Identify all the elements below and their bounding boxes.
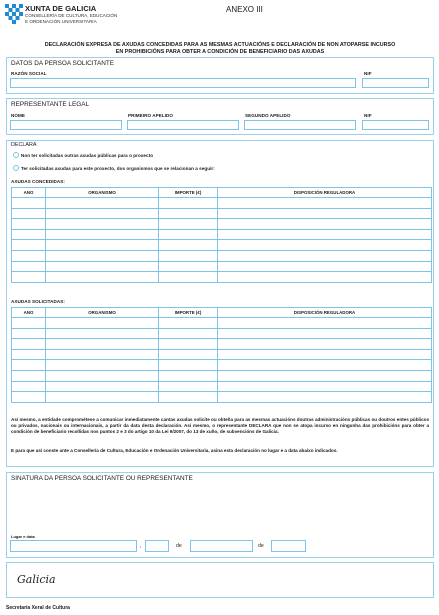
galicia-logo: [17, 570, 56, 588]
applicant-nif-label: NIF: [364, 71, 372, 76]
rep-nif-field[interactable]: [362, 120, 429, 130]
day-field[interactable]: [145, 540, 169, 552]
granted-title: AXUDAS CONCEDIDAS:: [11, 179, 65, 184]
year-field[interactable]: [271, 540, 306, 552]
table-row: [12, 250, 432, 261]
secretariat-label: Secretaría Xeral de Cultura: [6, 605, 70, 611]
table-row: [12, 318, 432, 329]
company-label: RAZÓN SOCIAL: [11, 71, 47, 76]
table-row: [12, 349, 432, 360]
closing-text: E para que así conste ante a Consellería de Cultura, Educación e Ordenación Universitaria, asina esta declaración no lugar e a data abaixo indicados.: [11, 448, 338, 453]
applicant-nif-field[interactable]: [362, 78, 429, 88]
option-aid-radio[interactable]: [13, 165, 19, 171]
surname1-label: PRIMEIRO APELIDO: [128, 113, 174, 118]
table-row: [12, 240, 432, 251]
surname1-field[interactable]: [127, 120, 239, 130]
de-label-1: de: [176, 543, 182, 549]
table-row: [12, 229, 432, 240]
col-amount: IMPORTE (€): [159, 188, 218, 198]
col-organism: ORGANISMO: [46, 188, 159, 198]
table-row: [12, 219, 432, 230]
option-no-aid-label: Non ter solicitadas outras axudas públicas para o proxecto: [21, 153, 154, 158]
annex-label: ANEXO III: [226, 5, 263, 14]
signature-title: SINATURA DA PERSOA SOLICITANTE OU REPRESENTANTE: [11, 475, 193, 482]
table-row: [12, 198, 432, 209]
table-row: [12, 360, 432, 371]
table-row: [12, 328, 432, 339]
col-regulation: DISPOSICIÓN REGULADORA: [218, 188, 432, 198]
granted-header-row: [12, 188, 432, 198]
rep-nif-label: NIF: [364, 113, 372, 118]
name-label: NOME: [11, 113, 25, 118]
place-comma: ,: [140, 543, 142, 549]
table-row: [12, 381, 432, 392]
table-row: [12, 272, 432, 283]
granted-table: [11, 187, 432, 283]
doc-title-line-1: DECLARACIÓN EXPRESA DE AXUDAS CONCEDIDAS PARA AS MESMAS ACTUACIÓNS E DECLARACIÓN DE NON ATOPARSE INCURSO: [44, 42, 396, 48]
company-field[interactable]: [10, 78, 356, 88]
table-row: [12, 261, 432, 272]
option-aid-label: Ter solicitadas axudas para este proxecto, dos organismos que se relacionan a seguir:: [21, 166, 215, 171]
col-organism: ORGANISMO: [46, 308, 159, 318]
requested-table: [11, 307, 432, 403]
galicia-logo-text: Galicia: [17, 573, 56, 586]
table-row: [12, 208, 432, 219]
dept-line-1: CONSELLERÍA DE CULTURA, EDUCACIÓN: [25, 13, 118, 18]
xunta-cross-icon: [5, 4, 23, 24]
option-no-aid-radio[interactable]: [13, 152, 19, 158]
table-row: [12, 339, 432, 350]
col-year: ANO: [12, 188, 46, 198]
requested-title: AXUDAS SOLICITADAS:: [11, 299, 65, 304]
col-amount: IMPORTE (€): [159, 308, 218, 318]
place-date-label: Lugar e data: [11, 534, 35, 539]
surname2-label: SEGUNDO APELIDO: [245, 113, 291, 118]
dept-line-2: E ORDENACIÓN UNIVERSITARIA: [25, 19, 97, 24]
declares-title: DECLARA: [11, 142, 37, 148]
surname2-field[interactable]: [244, 120, 356, 130]
col-regulation: DISPOSICIÓN REGULADORA: [218, 308, 432, 318]
col-year: ANO: [12, 308, 46, 318]
doc-title-line-2: EN PROHIBICIÓNS PARA OBTER A CONDICIÓN DE BENEFICIARIO DAS AXUDAS: [115, 49, 325, 55]
applicant-title: DATOS DA PERSOA SOLICITANTE: [11, 60, 114, 67]
org-name: XUNTA DE GALICIA: [25, 4, 97, 13]
xunta-logo: [5, 4, 23, 24]
requested-header-row: [12, 308, 432, 318]
footer-logo-box: [6, 562, 434, 598]
de-label-2: de: [258, 543, 264, 549]
name-field[interactable]: [10, 120, 122, 130]
legal-rep-title: REPRESENTANTE LEGAL: [11, 101, 90, 108]
commitment-text: Así mesmo, a entidade comprométese a comunicar inmediatamente cantas axudas solicite ou obteña para as mesmas actuacións doutras administracións públicas ou doutros entes públicos ou privados, nacionais ou internacionais, a partir da data desta declaración. Así mesmo, o representante DECLARA que non se atopa incurso en ningunha das prohibicións para obter a condición de beneficiario recollidas nos puntos 2 e 3 do artigo 10 da Lei 9/2007, do 13 de xuño, de subvencións de Galicia.: [11, 417, 429, 435]
table-row: [12, 370, 432, 381]
month-field[interactable]: [190, 540, 253, 552]
table-row: [12, 392, 432, 403]
place-field[interactable]: [10, 540, 137, 552]
